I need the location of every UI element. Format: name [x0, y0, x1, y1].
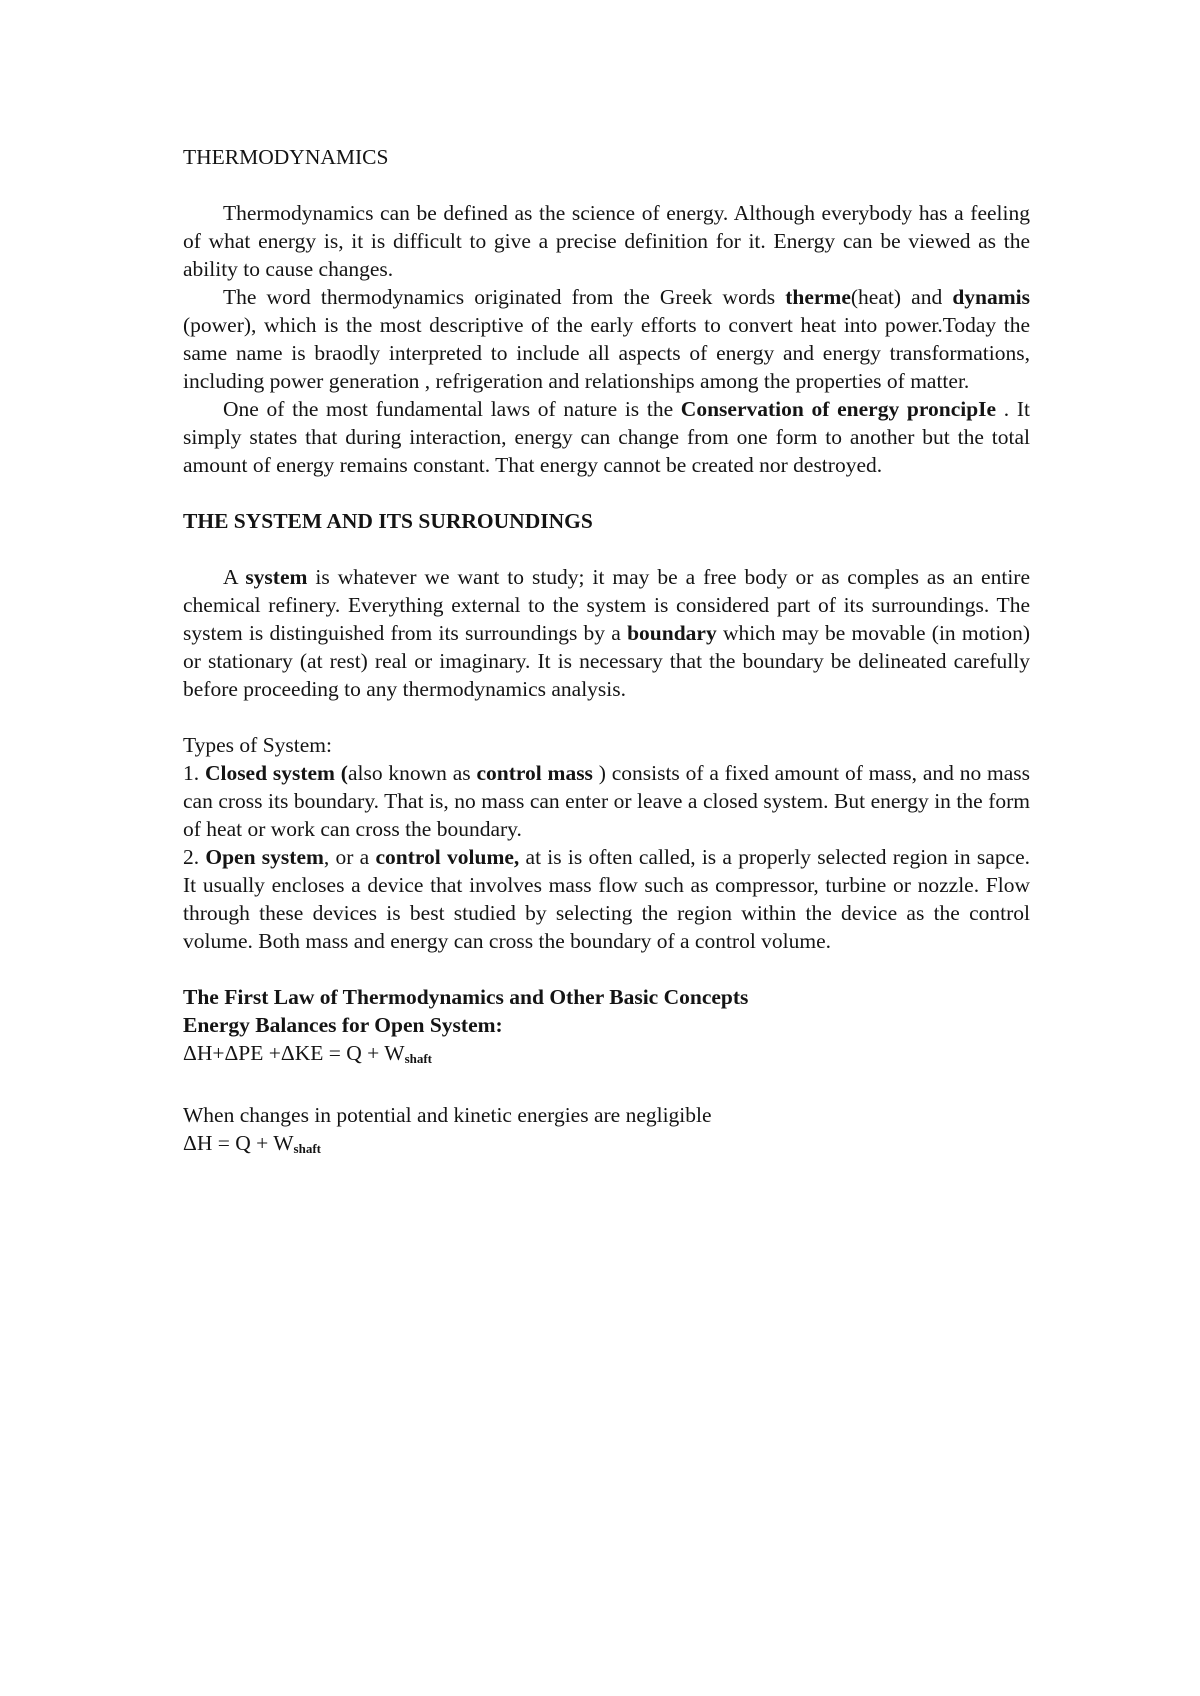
term-conservation: Conservation of energy proncipIe	[680, 397, 997, 421]
heading-system-surroundings: THE SYSTEM AND ITS SURROUNDINGS	[183, 509, 593, 533]
term-closed-system: Closed system (	[204, 761, 348, 785]
heading-energy-balances: Energy Balances for Open System:	[183, 1013, 503, 1037]
term-therme: therme	[785, 285, 851, 309]
term-dynamis: dynamis	[952, 285, 1030, 309]
term-system: system	[245, 565, 308, 589]
term-open-system: Open system	[205, 845, 324, 869]
paragraph-definition: Thermodynamics can be defined as the science of energy. Although everybody has a feeling of what energy is, it is difficult to give a precise definition for it. Energy can be viewed as the ability to cause changes.	[183, 201, 1030, 281]
equation-simplified: $\Delta H = Q + W_{shaft}$	[183, 1131, 321, 1156]
note-negligible-energies: When changes in potential and kinetic energies are negligible	[183, 1103, 712, 1127]
paragraph-origin: The word thermodynamics originated from the Greek words therme(heat) and dynamis (power), which is the most descriptive of the early efforts to convert heat into power.Today the same name is braodly interpreted to include all aspects of energy and energy transformations, including power generation , refrigeration and relationships among the properties of matter.	[183, 285, 1030, 393]
term-boundary: boundary	[627, 621, 717, 645]
paragraph-system: A system is whatever we want to study; it may be a free body or as comples as an entire chemical refinery. Everything external to the system is considered part of its surroundings. The system is distinguished from its surroundings by a boundary which may be movable (in motion) or stationary (at rest) real or imaginary. It is necessary that the boundary be delineated carefully before proceeding to any thermodynamics analysis.	[183, 565, 1030, 701]
heading-first-law: The First Law of Thermodynamics and Other Basic Concepts	[183, 985, 749, 1009]
list-item-open-system: 2. Open system, or a control volume, at is is often called, is a properly selected region in sapce. It usually encloses a device that involves mass flow such as compressor, turbine or nozzle. Flow through these devices is best studied by selecting the region within the device as the control volume. Both mass and energy can cross the boundary of a control volume.	[183, 845, 1031, 953]
term-control-volume: control volume,	[375, 845, 520, 869]
paragraph-conservation: One of the most fundamental laws of nature is the Conservation of energy proncipIe . It simply states that during interaction, energy can change from one form to another but the total amount of energy remains constant. That energy cannot be created nor destroyed.	[183, 397, 1030, 477]
document-page	[183, 143, 1030, 1163]
title-thermodynamics: THERMODYNAMICS	[183, 145, 389, 169]
types-of-system-label: Types of System:	[183, 733, 332, 757]
term-control-mass: control mass	[476, 761, 593, 785]
list-item-closed-system: 1. Closed system (also known as control mass ) consists of a fixed amount of mass, and no mass can cross its boundary. That is, no mass can enter or leave a closed system. But energy in the form of heat or work can cross the boundary.	[183, 761, 1031, 841]
equation-open-system: $\Delta H+\Delta PE +\Delta KE = Q + W_{shaft}$	[183, 1041, 433, 1066]
